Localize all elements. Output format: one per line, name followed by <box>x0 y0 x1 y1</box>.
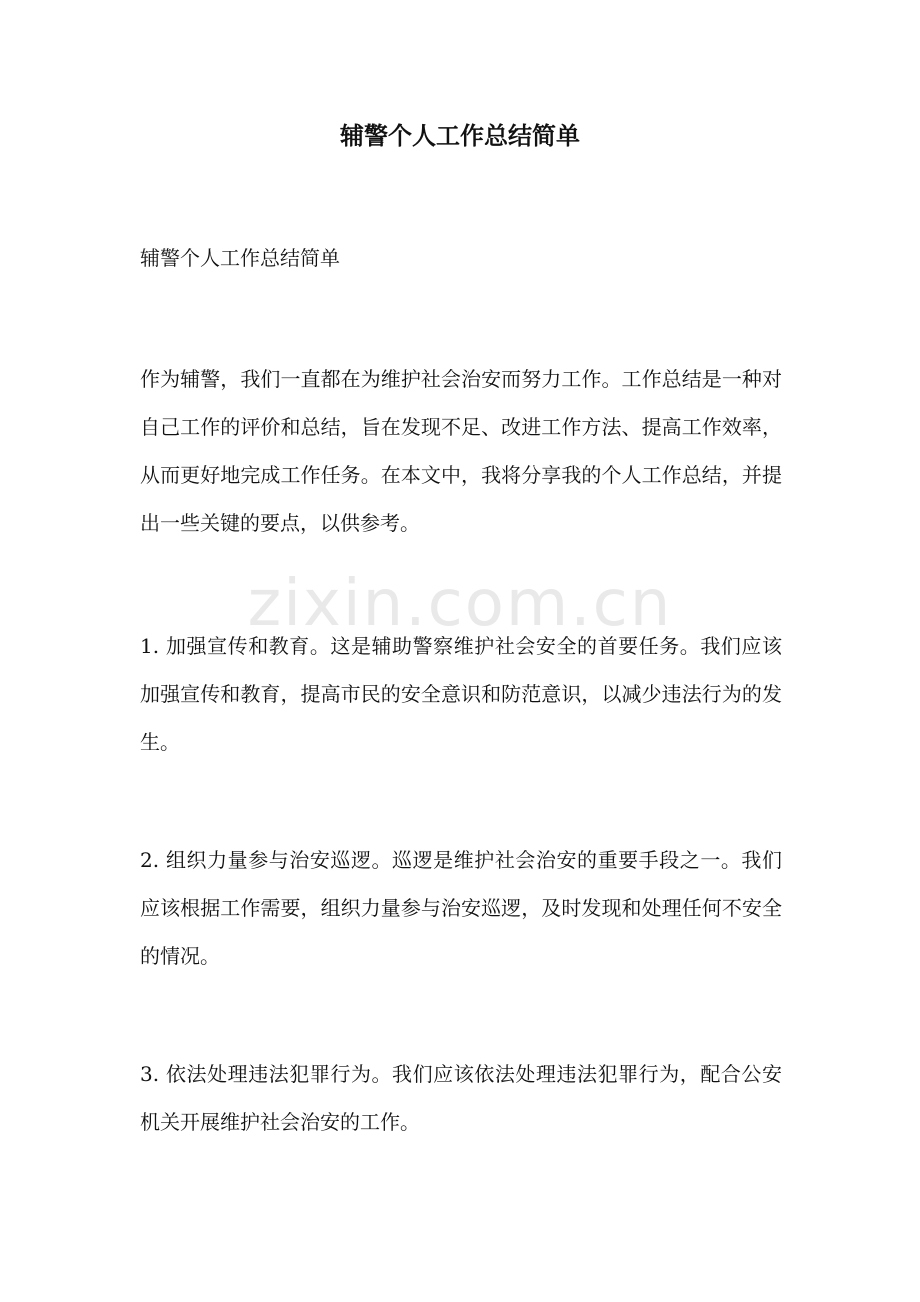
point-2-paragraph: 2. 组织力量参与治安巡逻。巡逻是维护社会治安的重要手段之一。我们应该根据工作需要，组织力量参与治安巡逻，及时发现和处理任何不安全的情况。 <box>140 848 782 968</box>
document-subtitle: 辅警个人工作总结简单 <box>140 246 340 270</box>
intro-paragraph: 作为辅警，我们一直都在为维护社会治安而努力工作。工作总结是一种对自己工作的评价和总结，旨在发现不足、改进工作方法、提高工作效率，从而更好地完成工作任务。在本文中，我将分享我的个人工作总结，并提出一些关键的要点，以供参考。 <box>140 367 782 535</box>
watermark: zixin.com.cn <box>247 567 673 641</box>
document-title: 辅警个人工作总结简单 <box>340 121 580 150</box>
point-1-paragraph: 1. 加强宣传和教育。这是辅助警察维护社会安全的首要任务。我们应该加强宣传和教育，提高市民的安全意识和防范意识，以减少违法行为的发生。 <box>140 634 782 754</box>
point-3-paragraph: 3. 依法处理违法犯罪行为。我们应该依法处理违法犯罪行为，配合公安机关开展维护社会治安的工作。 <box>140 1062 782 1134</box>
